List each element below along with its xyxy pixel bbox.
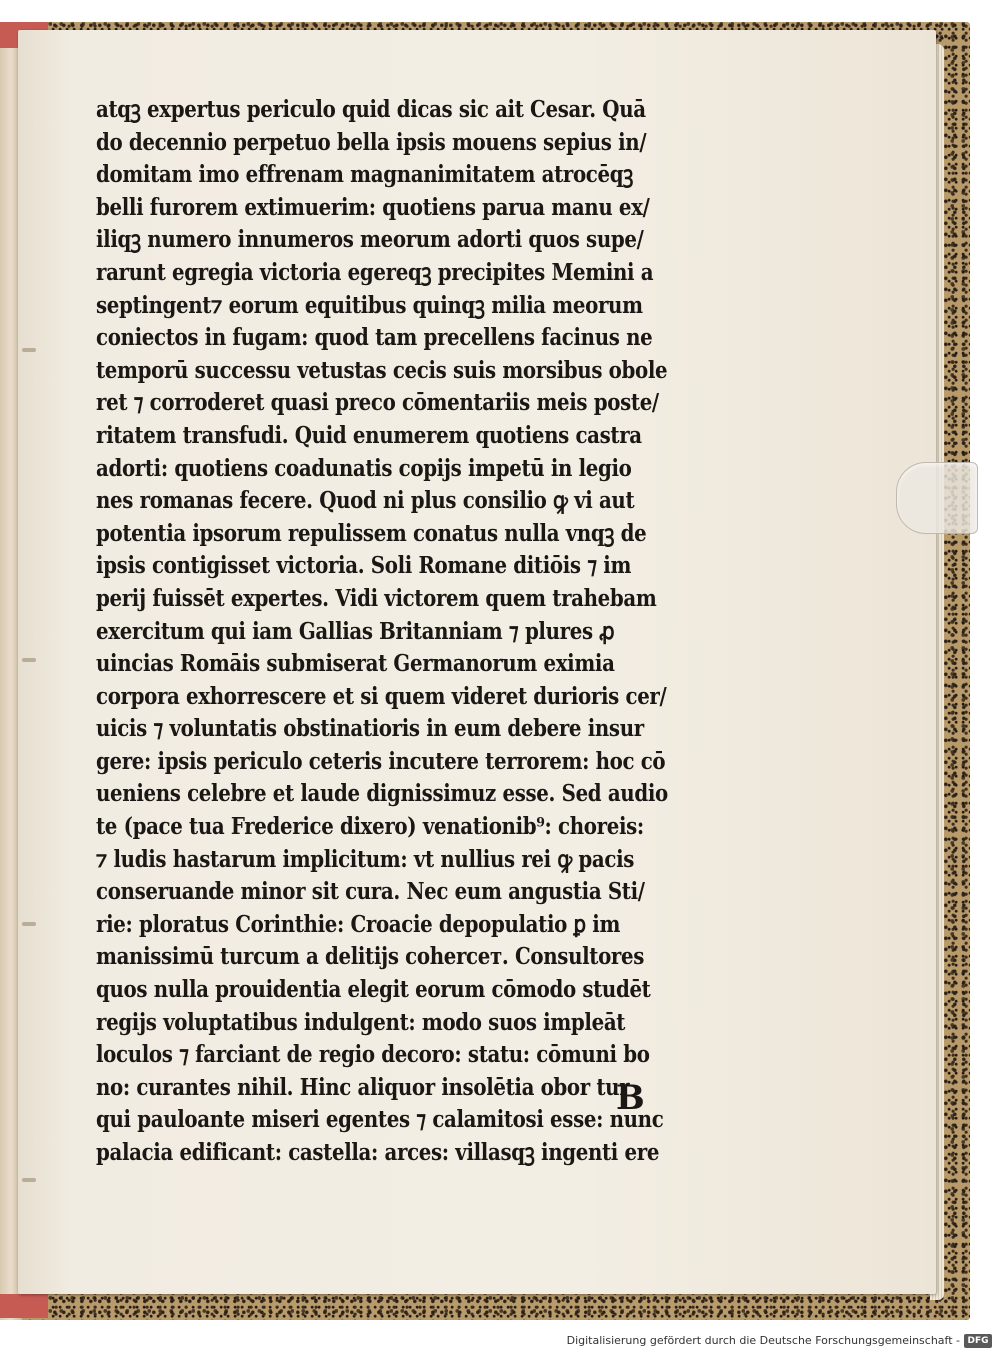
- text-line: septingent⁊ eorum equitibus quinqꝫ milia meorum: [96, 291, 643, 319]
- stitch-mark: [22, 348, 36, 352]
- text-line: ret ⁊ corroderet quasi preco cōmentariis meis poste/: [96, 389, 659, 417]
- text-line: belli furorem extimuerim: quotiens parua manu ex/: [96, 193, 650, 221]
- text-line: rarunt egregia victoria egereqꝫ precipites Memini a: [96, 258, 654, 286]
- text-line: te (pace tua Frederice dixero) venationib⁹: choreis:: [96, 813, 644, 841]
- text-line: corpora exhorrescere et si quem videret durioris cer/: [96, 682, 667, 710]
- stitch-mark: [22, 1178, 36, 1182]
- stitch-mark: [22, 922, 36, 926]
- text-line: rie: ploratus Corinthie: Croacie depopulatio ꝑ im: [96, 910, 621, 938]
- text-line: ⁊ ludis hastarum implicitum: vt nullius rei ꝙ pacis: [96, 845, 635, 873]
- spine-red-band-bottom: [0, 1294, 48, 1318]
- text-line: adorti: quotiens coadunatis copijs impetū in legio: [96, 454, 632, 482]
- page-clip: [896, 462, 978, 534]
- text-line: domitam imo effrenam magnanimitatem atrocēqꝫ: [96, 161, 633, 189]
- text-line: manissimū turcum a delitijs coherceт. Consultores: [96, 943, 645, 971]
- stitch-mark: [22, 658, 36, 662]
- text-line: no: curantes nihil. Hinc aliquor insolētia obor tur: [96, 1073, 630, 1101]
- text-line: palacia edificant: castella: arces: villasqꝫ ingenti ere: [96, 1139, 660, 1166]
- text-line: coniectos in fugam: quod tam precellens facinus ne: [96, 324, 653, 352]
- text-line: ueniens celebre et laude dignissimuz esse. Sed audio: [96, 780, 668, 808]
- text-line: quos nulla prouidentia elegit eorum cōmodo studēt: [96, 976, 651, 1004]
- text-line: loculos ⁊ farciant de regio decoro: statu: cōmuni bo: [96, 1041, 650, 1069]
- text-line: conseruande minor sit cura. Nec eum angustia Sti/: [96, 878, 645, 906]
- text-line: uincias Romāis submiserat Germanorum eximia: [96, 650, 615, 678]
- text-line: ritatem transfudi. Quid enumerem quotiens castra: [96, 421, 642, 449]
- text-line: potentia ipsorum repulissem conatus nulla vnqꝫ de: [96, 519, 647, 547]
- text-line: iliqꝫ numero innumeros meorum adorti quos supe/: [96, 226, 644, 254]
- text-block: [96, 94, 736, 1170]
- text-line: gere: ipsis periculo ceteris incutere terrorem: hoc cō: [96, 747, 666, 775]
- text-line: ipsis contigisset victoria. Soli Romane ditiōis ⁊ im: [96, 552, 632, 580]
- dfg-logo: DFG: [964, 1334, 992, 1348]
- funding-credit: Digitalisierung gefördert durch die Deutsche Forschungsgemeinschaft -: [566, 1334, 960, 1347]
- footer-bar: [0, 1330, 1000, 1353]
- text-line: uicis ⁊ voluntatis obstinatioris in eum debere insur: [96, 715, 644, 743]
- text-line: regijs voluptatibus indulgent: modo suos impleāt: [96, 1008, 626, 1036]
- text-line: temporū successu vetustas cecis suis morsibus obole: [96, 356, 668, 384]
- text-line: atqꝫ expertus periculo quid dicas sic ait Cesar. Quā: [96, 96, 646, 123]
- text-line: qui pauloante miseri egentes ⁊ calamitosi esse: nunc: [96, 1106, 664, 1134]
- signature-mark: B: [616, 1078, 645, 1118]
- text-line: do decennio perpetuo bella ipsis mouens sepius in/: [96, 128, 647, 156]
- text-line: exercitum qui iam Gallias Britanniam ⁊ plures ꝓ: [96, 617, 615, 645]
- text-line: nes romanas fecere. Quod ni plus consilio ꝙ vi aut: [96, 487, 635, 515]
- text-line: perij fuissēt expertes. Vidi victorem quem trahebam: [96, 584, 657, 612]
